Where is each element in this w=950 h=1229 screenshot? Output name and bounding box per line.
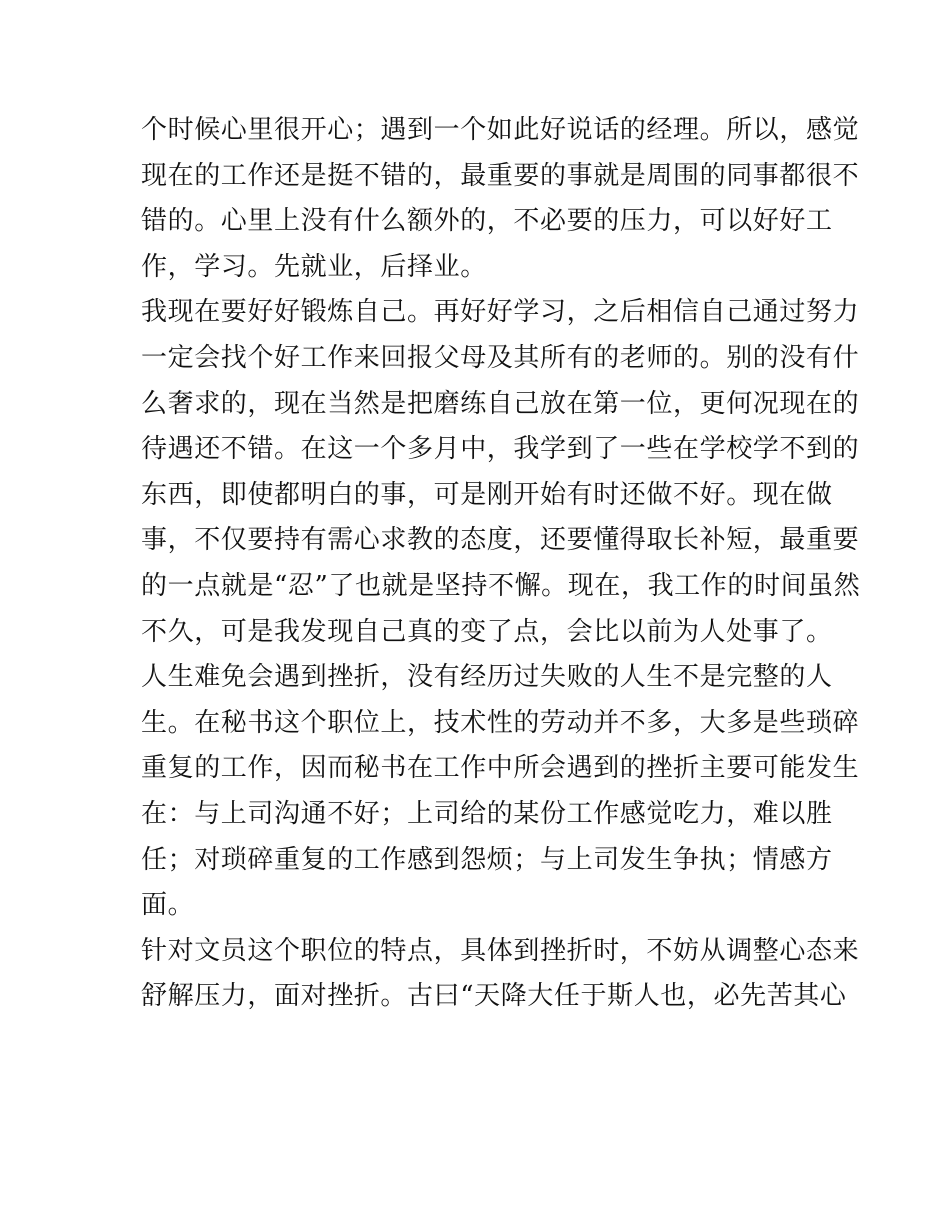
- text-line: 东西，即使都明白的事，可是刚开始有时还做不好。现在做: [141, 479, 833, 510]
- text-line: 我现在要好好锻炼自己。再好好学习，之后相信自己通过努力: [141, 297, 860, 328]
- body-text: [141, 108, 861, 1020]
- text-line: 错的。心里上没有什么额外的，不必要的压力，可以好好工: [141, 206, 833, 237]
- text-line: 生。在秘书这个职位上，技术性的劳动并不多，大多是些琐碎: [141, 707, 860, 738]
- text-line: 针对文员这个职位的特点，具体到挫折时，不妨从调整心态来: [141, 935, 860, 966]
- text-line: 不久，可是我发现自己真的变了点，会比以前为人处事了。: [141, 616, 833, 647]
- text-line: 现在的工作还是挺不错的，最重要的事就是周围的同事都很不: [141, 160, 860, 191]
- text-line: 作，学习。先就业，后择业。: [141, 251, 487, 282]
- text-line: 舒解压力，面对挫折。古曰“天降大任于斯人也，必先苦其心: [141, 981, 847, 1012]
- text-line: 的一点就是“忍”了也就是坚持不懈。现在，我工作的时间虽然: [141, 570, 861, 601]
- text-line: 个时候心里很开心；遇到一个如此好说话的经理。所以，感觉: [141, 115, 860, 145]
- text-line: 在：与上司沟通不好；上司给的某份工作感觉吃力，难以胜: [141, 798, 833, 829]
- text-line: 人生难免会遇到挫折，没有经历过失败的人生不是完整的人: [141, 662, 833, 693]
- text-line: 么奢求的，现在当然是把磨练自己放在第一位，更何况现在的: [141, 388, 860, 419]
- text-line: 任；对琐碎重复的工作感到怨烦；与上司发生争执；情感方: [141, 844, 833, 875]
- text-line: 一定会找个好工作来回报父母及其所有的老师的。别的没有什: [141, 342, 860, 373]
- text-line: 事，不仅要持有需心求教的态度，还要懂得取长补短，最重要: [141, 525, 860, 556]
- text-line: 重复的工作，因而秘书在工作中所会遇到的挫折主要可能发生: [141, 753, 860, 784]
- text-line: 面。: [141, 890, 195, 921]
- text-line: 待遇还不错。在这一个多月中，我学到了一些在学校学不到的: [141, 434, 860, 465]
